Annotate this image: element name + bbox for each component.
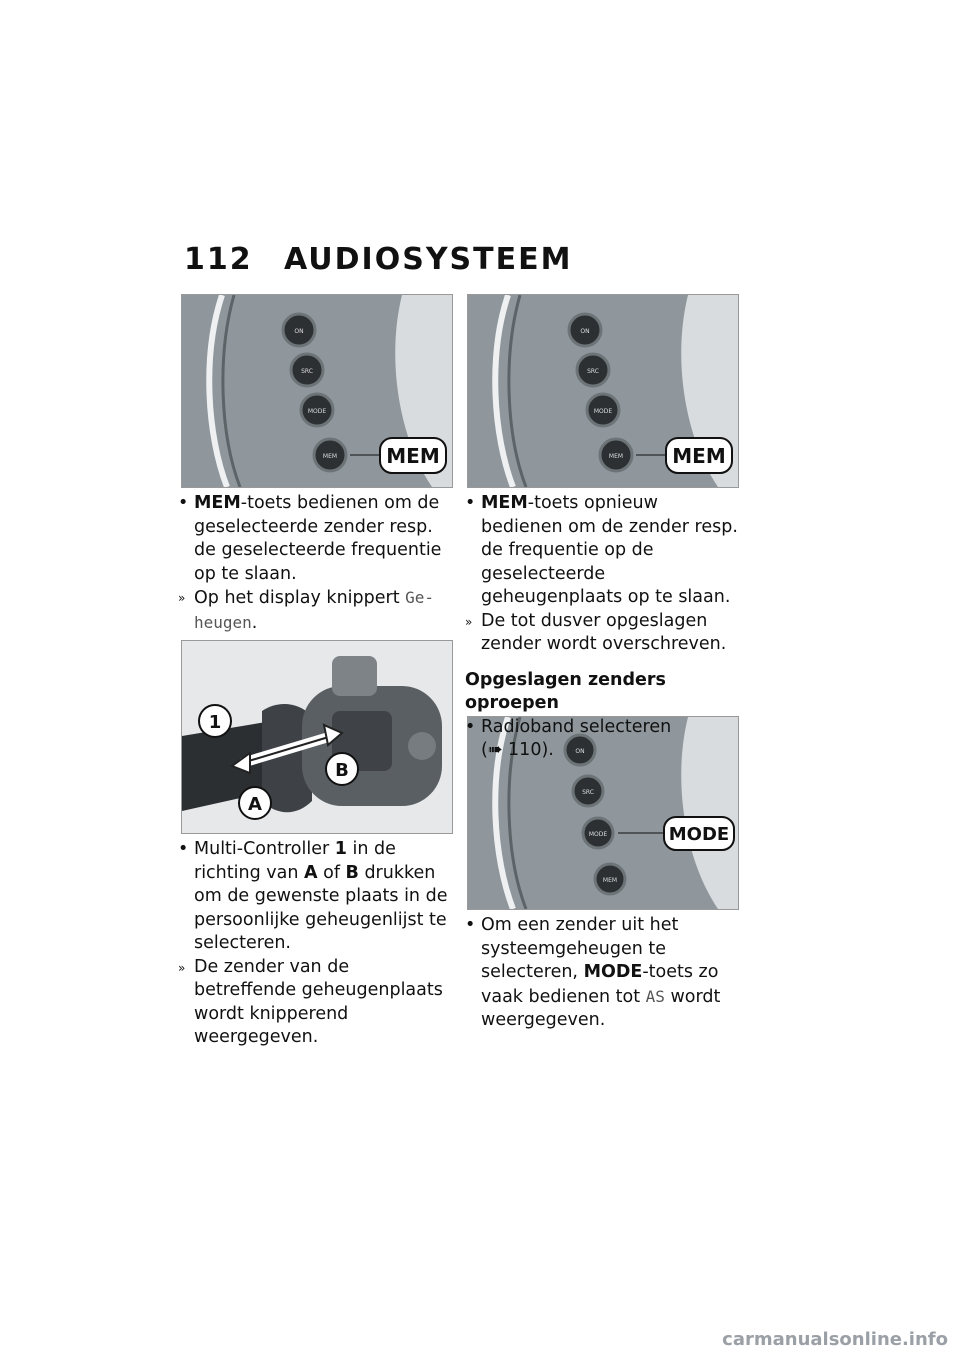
list-item-text: of [317,862,346,883]
page-title: AUDIOSYSTEEM [284,242,573,277]
list-item [465,914,745,1033]
fig2-callout: MEM [672,444,726,468]
list-item-text: -toets zo vaak bedienen tot [481,962,719,1007]
list-item-text: -toets opnieuw bedienen om de zender resp. de frequentie op de geselecteerde geheugenplaats op te slaan. [481,493,738,607]
fig1-callout: MEM [386,444,440,468]
result-item [178,956,453,1050]
display-text: Geheugen [194,588,435,632]
mode-key-label: MODE [583,962,643,982]
figure-mem-button-2 [467,294,739,488]
page-reference[interactable]: (➠ 110). [481,740,554,760]
fig1-btn-label: ON [294,328,304,335]
fig3-label-a: A [248,794,262,815]
result-item [465,610,745,657]
bullet-icon: • [465,716,476,737]
controller-ref: 1 [334,839,347,859]
list-item-text: wordt weergegeven. [481,986,721,1030]
direction-b: B [345,862,359,883]
col2-text-top [465,492,745,763]
col2-text-bottom [465,914,745,1033]
figure-multi-controller [181,640,453,834]
bullet-icon: • [465,493,476,513]
page-header [184,242,572,277]
fig2-btn-label: MODE [593,408,613,415]
fig3-label-1: 1 [208,712,222,733]
display-text: AS [645,986,665,1006]
col1-text-bottom [178,838,453,1050]
list-item-text: -toets bedienen om de geselecteerde zender resp. de geselecteerde frequentie op te slaan. [194,493,442,584]
mem-key-label: MEM [194,493,241,513]
fig4-btn-label: SRC [582,789,594,796]
result-item [178,586,453,635]
fig1-btn-label: SRC [301,368,313,375]
result-text: De tot dusver opgeslagen zender wordt overschreven. [481,610,727,654]
list-item [178,492,453,586]
result-arrow-icon: » [178,591,186,605]
page-number: 112 [184,242,253,277]
direction-a: A [304,862,318,883]
fig2-btn-label: ON [580,328,590,335]
result-text-end: . [251,612,258,633]
col1-text-top [178,492,453,635]
list-item-text: Multi-Controller [194,839,335,859]
fig2-btn-label: SRC [587,368,599,375]
bullet-icon: • [178,493,189,513]
fig2-btn-label: MEM [608,453,624,460]
mem-key-label: MEM [481,493,528,513]
list-item [465,492,745,610]
result-arrow-icon: » [178,960,186,975]
figure-mem-button-1 [181,294,453,488]
list-item-text: Radioband selecteren [481,716,672,737]
list-item-text: drukken om de gewenste plaats in de persoonlijke geheugenlijst te selecteren. [194,862,448,953]
watermark: carmanualsonline.info [722,1329,948,1350]
result-text: De zender van de betreffende geheugenplaats wordt knipperend weergegeven. [194,956,443,1047]
fig1-btn-label: MODE [307,408,327,415]
result-arrow-icon: » [465,614,473,629]
list-item-text: in de richting van [194,839,396,883]
result-text: Op het display knippert [194,588,406,608]
list-item [465,716,745,763]
list-item [178,838,453,956]
section-heading: Opgeslagen zenders oproepen [465,669,666,713]
fig4-btn-label: MEM [602,877,618,884]
bullet-icon: • [178,839,189,859]
bullet-icon: • [465,915,476,935]
fig1-btn-label: MEM [322,453,338,460]
fig4-btn-label: MODE [588,831,608,838]
list-item-text: Om een zender uit het systeemgeheugen te selecteren, [481,915,679,982]
fig3-label-b: B [335,760,349,781]
fig4-btn-label: ON [575,748,585,755]
fig4-callout: MODE [668,824,730,845]
